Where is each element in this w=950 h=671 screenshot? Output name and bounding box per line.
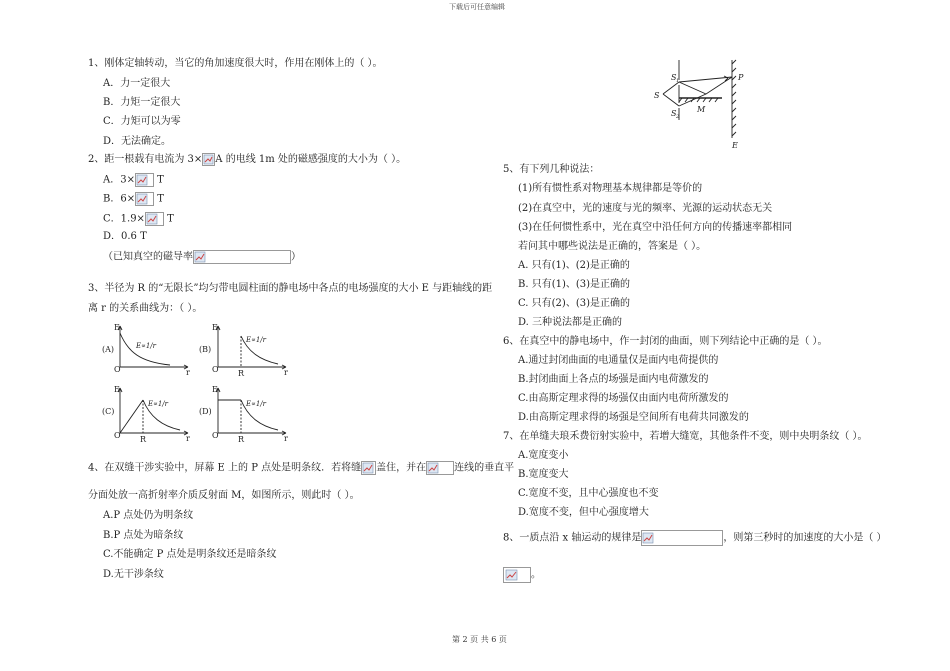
q4-option-a: A.P 点处仍为明条纹 <box>103 510 194 521</box>
q3-c-curve: E∝1/r <box>148 400 169 408</box>
q3-figure <box>100 322 300 450</box>
q7-stem: 7、在单缝夫琅禾费衍射实验中，若增大缝宽，其他条件不变，则中央明条纹（ ）。 <box>503 431 868 442</box>
q5-option-d: D. 三种说法都是正确的 <box>518 317 623 328</box>
page-footer: 第 2 页 共 6 页 <box>452 635 507 644</box>
q3-c-origin: O <box>114 431 121 440</box>
q3-a-label: (A) <box>102 345 115 354</box>
q6-option-a: A.通过封闭曲面的电通量仅是面内电荷提供的 <box>518 355 719 366</box>
q5-option-a: A. 只有(1)、(2)是正确的 <box>518 260 630 271</box>
q2-option-b-text: B．6× <box>103 193 136 205</box>
q4-label-s2-sub: 2 <box>676 114 680 120</box>
q4-label-s2: S <box>671 109 677 118</box>
q4-option-c: C.不能确定 P 点处是明条纹还是暗条纹 <box>103 549 277 560</box>
q4-label-s1: S <box>671 73 677 82</box>
q3-c-axis-r: r <box>186 434 190 443</box>
broken-image-icon <box>503 567 531 583</box>
q2-note <box>103 250 301 264</box>
q3-a-axis-e: E <box>114 323 120 332</box>
q2-note-close: ） <box>291 251 301 263</box>
q1-stem: 1、刚体定轴转动，当它的角加速度很大时，作用在刚体上的（ ）。 <box>88 58 383 69</box>
q6-option-d: D.由高斯定理求得的场强是空间所有电荷共同激发的 <box>518 412 749 423</box>
q4-label-s1-sub: 1 <box>676 78 680 84</box>
q3-graphs <box>100 322 300 446</box>
q4-label-p: P <box>738 73 744 82</box>
q1-option-d: D．无法确定。 <box>103 136 172 147</box>
q3-c-tick-r: R <box>140 435 147 444</box>
q8-stem-part2: ，则第三秒时的加速度的大小是（ ） <box>723 532 887 544</box>
q6-option-b: B.封闭曲面上各点的场强是面内电荷激发的 <box>518 374 709 385</box>
broken-image-icon <box>202 153 215 166</box>
q2-option-d: D．0.6 T <box>103 231 147 242</box>
q8-stem <box>503 530 887 546</box>
broken-image-icon <box>641 530 723 546</box>
q5-statement-3: (3)在任何惯性系中，光在真空中沿任何方向的传播速率都相同 <box>518 222 793 233</box>
q3-a-origin: O <box>114 365 121 374</box>
q8-answer-line <box>503 567 541 583</box>
q7-option-a: A.宽度变小 <box>518 450 569 461</box>
q4-option-d: D.无干涉条纹 <box>103 569 164 580</box>
q2-option-c-text: C．1.9× <box>103 213 145 225</box>
q5-option-b: B. 只有(1)、(3)是正确的 <box>518 279 631 290</box>
q2-option-a <box>103 173 164 187</box>
q2-stem-b: A 的电线 1m 处的磁感强度的大小为（ ）。 <box>215 154 407 165</box>
q4-figure <box>650 58 750 154</box>
q3-a-axis-r: r <box>186 368 190 377</box>
q3-b-origin: O <box>212 365 219 374</box>
q4-stem-line1 <box>88 461 514 475</box>
q5-statement-2: (2)在真空中，光的速度与光的频率、光源的运动状态无关 <box>518 203 773 214</box>
q4-double-slit-diagram <box>650 58 750 150</box>
q2-option-c <box>103 212 174 226</box>
q4-stem-line2: 分面处放一高折射率介质反射面 M，如图所示，则此时（ ）。 <box>88 490 360 501</box>
q3-d-axis-r: r <box>284 434 288 443</box>
q2-option-b-unit: T <box>154 193 164 205</box>
q3-d-label: (D) <box>199 407 212 416</box>
q5-option-c: C. 只有(2)、(3)是正确的 <box>518 298 630 309</box>
broken-image-icon <box>135 192 154 206</box>
q4-stem-part3: 连线的垂直平 <box>454 462 515 474</box>
q2-stem <box>88 153 406 166</box>
q2-option-b <box>103 192 164 206</box>
q4-option-b: B.P 点处为暗条纹 <box>103 530 184 541</box>
broken-image-icon <box>361 461 376 475</box>
q6-stem: 6、在真空中的静电场中，作一封闭的曲面，则下列结论中正确的是（ ）。 <box>503 336 828 347</box>
q5-stem: 5、有下列几种说法： <box>503 164 600 175</box>
q4-label-m: M <box>697 105 706 114</box>
q1-option-a: A．力一定很大 <box>103 78 171 89</box>
q3-stem-line1: 3、半径为 R 的“无限长”均匀带电圆柱面的静电场中各点的电场强度的大小 E 与距轴线的距 <box>88 283 493 294</box>
q4-label-e: E <box>732 141 738 150</box>
q7-option-d: D.宽度不变，但中心强度增大 <box>518 507 649 518</box>
q3-b-tick-r: R <box>238 369 245 378</box>
q3-c-label: (C) <box>102 407 115 416</box>
q3-d-curve: E∝1/r <box>246 400 267 408</box>
q1-option-b: B．力矩一定很大 <box>103 97 181 108</box>
broken-image-icon <box>135 173 154 187</box>
q2-note-text: （已知真空的磁导率 <box>103 251 193 263</box>
q3-d-axis-e: E <box>212 385 218 394</box>
page-header: 下载后可任意编辑 <box>449 3 505 11</box>
q8-tail: 。 <box>531 569 541 581</box>
q5-statement-1: (1)所有惯性系对物理基本规律都是等价的 <box>518 183 703 194</box>
q4-stem-part2: 盖住，并在 <box>376 462 427 474</box>
q6-option-c: C.由高斯定理求得的场强仅由面内电荷所激发的 <box>518 393 729 404</box>
q7-option-b: B.宽度变大 <box>518 469 569 480</box>
broken-image-icon <box>426 461 454 475</box>
q3-b-curve: E∝1/r <box>246 336 267 344</box>
broken-image-icon <box>193 250 291 264</box>
q3-b-axis-r: r <box>284 368 288 377</box>
q3-c-axis-e: E <box>114 385 120 394</box>
q5-ask: 若问其中哪些说法是正确的，答案是（ ）。 <box>518 241 707 252</box>
broken-image-icon <box>145 212 164 226</box>
q3-d-origin: O <box>212 431 219 440</box>
q4-label-s: S <box>654 91 660 100</box>
q3-a-curve: E∝1/r <box>136 342 157 350</box>
q1-option-c: C．力矩可以为零 <box>103 116 181 127</box>
q3-stem-line2: 离 r 的关系曲线为：（ ）。 <box>88 303 203 314</box>
q3-b-label: (B) <box>199 345 212 354</box>
q2-option-a-unit: T <box>153 174 164 186</box>
q7-option-c: C.宽度不变，且中心强度也不变 <box>518 488 659 499</box>
q4-stem-part1: 4、在双缝干涉实验中，屏幕 E 上的 P 点处是明条纹．若将缝 <box>88 462 362 474</box>
q2-stem-a: 2、距一根载有电流为 3× <box>88 154 203 165</box>
q2-option-c-unit: T <box>163 213 174 225</box>
q3-d-tick-r: R <box>238 435 245 444</box>
q3-b-axis-e: E <box>212 323 218 332</box>
q8-stem-part1: 8、一质点沿 x 轴运动的规律是 <box>503 532 642 544</box>
q2-option-a-text: A．3× <box>103 174 135 186</box>
